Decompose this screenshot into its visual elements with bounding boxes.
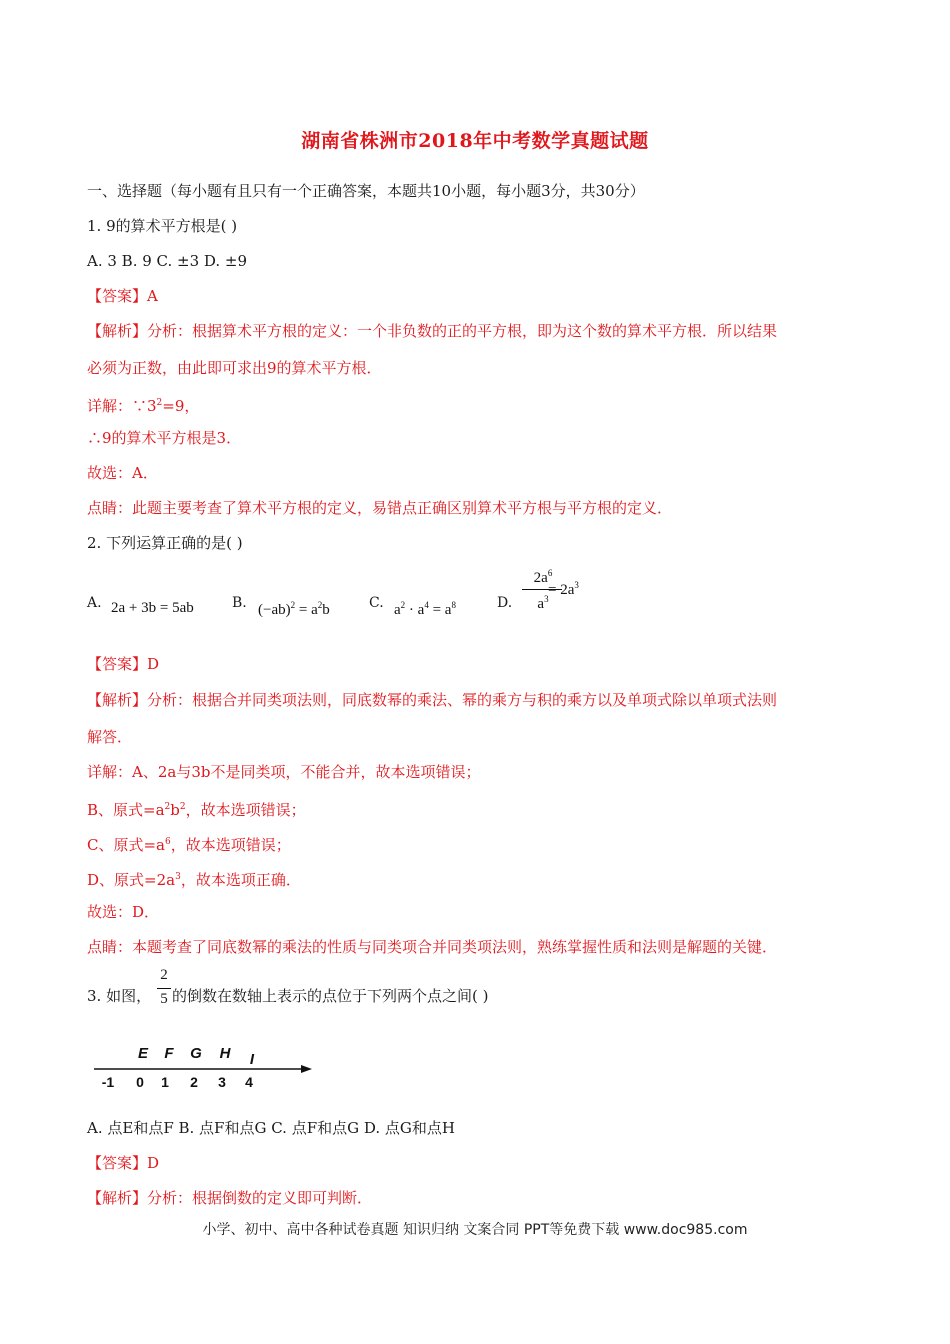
q2-analysis-line2: 解答．: [87, 728, 133, 746]
q2-option-b-rhs: = a: [298, 602, 318, 618]
q2-option-c-res-exp: 8: [451, 600, 456, 610]
q3-fraction-bar: [157, 988, 171, 989]
q2-option-c-label: C.: [369, 595, 384, 611]
q2-option-d-den: a: [537, 596, 545, 612]
q3-stem-post: 的倒数在数轴上表示的点位于下列两个点之间( ): [172, 987, 489, 1005]
q1-options: A. 3 B. 9 C. ±3 D. ±9: [87, 252, 248, 270]
q1-analysis-line2: 必须为正数，由此即可求出9的算术平方根．: [87, 359, 382, 377]
q1-therefore: ∴9的算术平方根是3．: [87, 429, 242, 447]
q1-choose: 故选：A．: [87, 464, 158, 482]
q2-option-d-num: 2a: [533, 570, 548, 586]
q2-detail-c-post: ，故本选项错误；: [170, 836, 291, 854]
axis-tick-4: 4: [245, 1074, 253, 1090]
axis-point-F: F: [164, 1045, 174, 1062]
q2-option-b-exp: 2: [290, 600, 296, 610]
q1-stem: 1. 9的算术平方根是( ): [87, 217, 238, 235]
q2-detail-c: [87, 832, 291, 855]
q2-option-b-rhs-tail: b: [322, 602, 330, 618]
q2-option-c-a: a: [394, 602, 401, 618]
axis-point-E: E: [137, 1045, 149, 1062]
q2-detail-c-sup: 6: [165, 837, 171, 847]
axis-tick-1: 1: [161, 1074, 169, 1090]
q3-fraction-denominator: 5: [160, 991, 168, 1007]
q2-detail-b-sup2: 2: [179, 802, 186, 812]
q2-analysis-line1: 【解析】分析：根据合并同类项法则，同底数幂的乘法、幂的乘方与积的乘方以及单项式除以单项式法则: [87, 691, 778, 709]
q2-option-c-dot: · a: [408, 602, 425, 618]
q1-note: 点睛：此题主要考查了算术平方根的定义，易错点正确区别算术平方根与平方根的定义．: [87, 499, 673, 517]
q2-option-d-label: D.: [497, 595, 513, 611]
q2-option-d-den-exp: 3: [544, 594, 549, 604]
q2-detail-b-mid: b: [170, 801, 180, 819]
axis-tick-3: 3: [218, 1074, 226, 1090]
q2-option-c-expr: [394, 600, 456, 619]
number-line-figure: [88, 1040, 318, 1096]
q3-stem-pre: 3. 如图，: [87, 987, 152, 1005]
q1-answer: 【答案】A: [87, 287, 158, 305]
q2-option-a-label: A.: [87, 595, 102, 611]
q2-detail-c-pre: C、原式=a: [87, 836, 165, 854]
q1-detail-suffix: =9，: [162, 397, 200, 415]
q2-option-b-expr: [258, 600, 330, 619]
q2-detail-b-post: ，故本选项错误；: [185, 801, 306, 819]
q3-options: A. 点E和点F B. 点F和点G C. 点F和点G D. 点G和点H: [87, 1119, 455, 1137]
axis-point-labels: [138, 1045, 255, 1068]
number-line-arrow: [301, 1065, 312, 1073]
q2-option-c-eq: = a: [432, 602, 452, 618]
page-title: 湖南省株洲市2018年中考数学真题试题: [301, 130, 649, 152]
q2-answer: 【答案】D: [87, 655, 160, 673]
q2-option-d-rhs-text: = 2a: [548, 582, 575, 598]
q2-detail-a: 详解：A、2a与3b不是同类项，不能合并，故本选项错误；: [87, 763, 481, 781]
axis-tick-0: 0: [136, 1074, 144, 1090]
q3-fraction-numerator: 2: [160, 967, 168, 983]
axis-point-H: H: [219, 1045, 231, 1062]
q2-detail-d-post: ，故本选项正确．: [180, 871, 301, 889]
q2-option-d-num-exp: 6: [547, 568, 553, 578]
q2-detail-b-sup1: 2: [164, 802, 171, 812]
q2-option-a-expr: 2a + 3b = 5ab: [111, 600, 194, 616]
q1-analysis-line1: 【解析】分析：根据算术平方根的定义：一个非负数的正的平方根，即为这个数的算术平方根．所以结果: [87, 322, 778, 340]
page-footer: 小学、初中、高中各种试卷真题 知识归纳 文案合同 PPT等免费下载 www.doc985.com: [202, 1222, 748, 1238]
q2-detail-b: [87, 797, 306, 820]
q2-note: 点睛：本题考查了同底数幂的乘法的性质与同类项合并同类项法则，熟练掌握性质和法则是解题的关键．: [87, 938, 778, 956]
q2-option-b-base: (−ab): [258, 602, 291, 618]
q2-detail-d: [87, 867, 301, 890]
q1-detail: [87, 393, 199, 416]
q2-option-b-rhs-exp: 2: [317, 600, 323, 610]
axis-tick-labels: [102, 1074, 253, 1090]
q3-analysis: 【解析】分析：根据倒数的定义即可判断．: [87, 1189, 373, 1207]
q2-option-c-a-exp: 2: [400, 600, 406, 610]
q1-detail-sup: 2: [156, 398, 163, 408]
axis-point-G: G: [190, 1045, 202, 1062]
axis-tick-2: 2: [190, 1074, 198, 1090]
axis-tick--1: -1: [101, 1074, 115, 1090]
q2-option-d-rhs-exp: 3: [574, 580, 579, 590]
section-heading: 一、选择题（每小题有且只有一个正确答案，本题共10小题，每小题3分，共30分）: [87, 182, 645, 200]
q2-detail-d-sup: 3: [175, 872, 181, 882]
q2-option-d-rhs: [548, 580, 579, 599]
q3-answer: 【答案】D: [87, 1154, 160, 1172]
q2-option-b-label: B.: [232, 595, 247, 611]
axis-point-I: I: [249, 1051, 255, 1068]
q2-detail-d-pre: D、原式=2a: [87, 871, 176, 889]
q2-choose: 故选：D．: [87, 903, 160, 921]
q2-option-c-b-exp: 4: [424, 600, 429, 610]
q2-detail-b-pre: B、原式=a: [87, 801, 165, 819]
q2-stem: 2. 下列运算正确的是( ): [87, 534, 243, 552]
q1-detail-prefix: 详解：∵3: [87, 397, 157, 415]
